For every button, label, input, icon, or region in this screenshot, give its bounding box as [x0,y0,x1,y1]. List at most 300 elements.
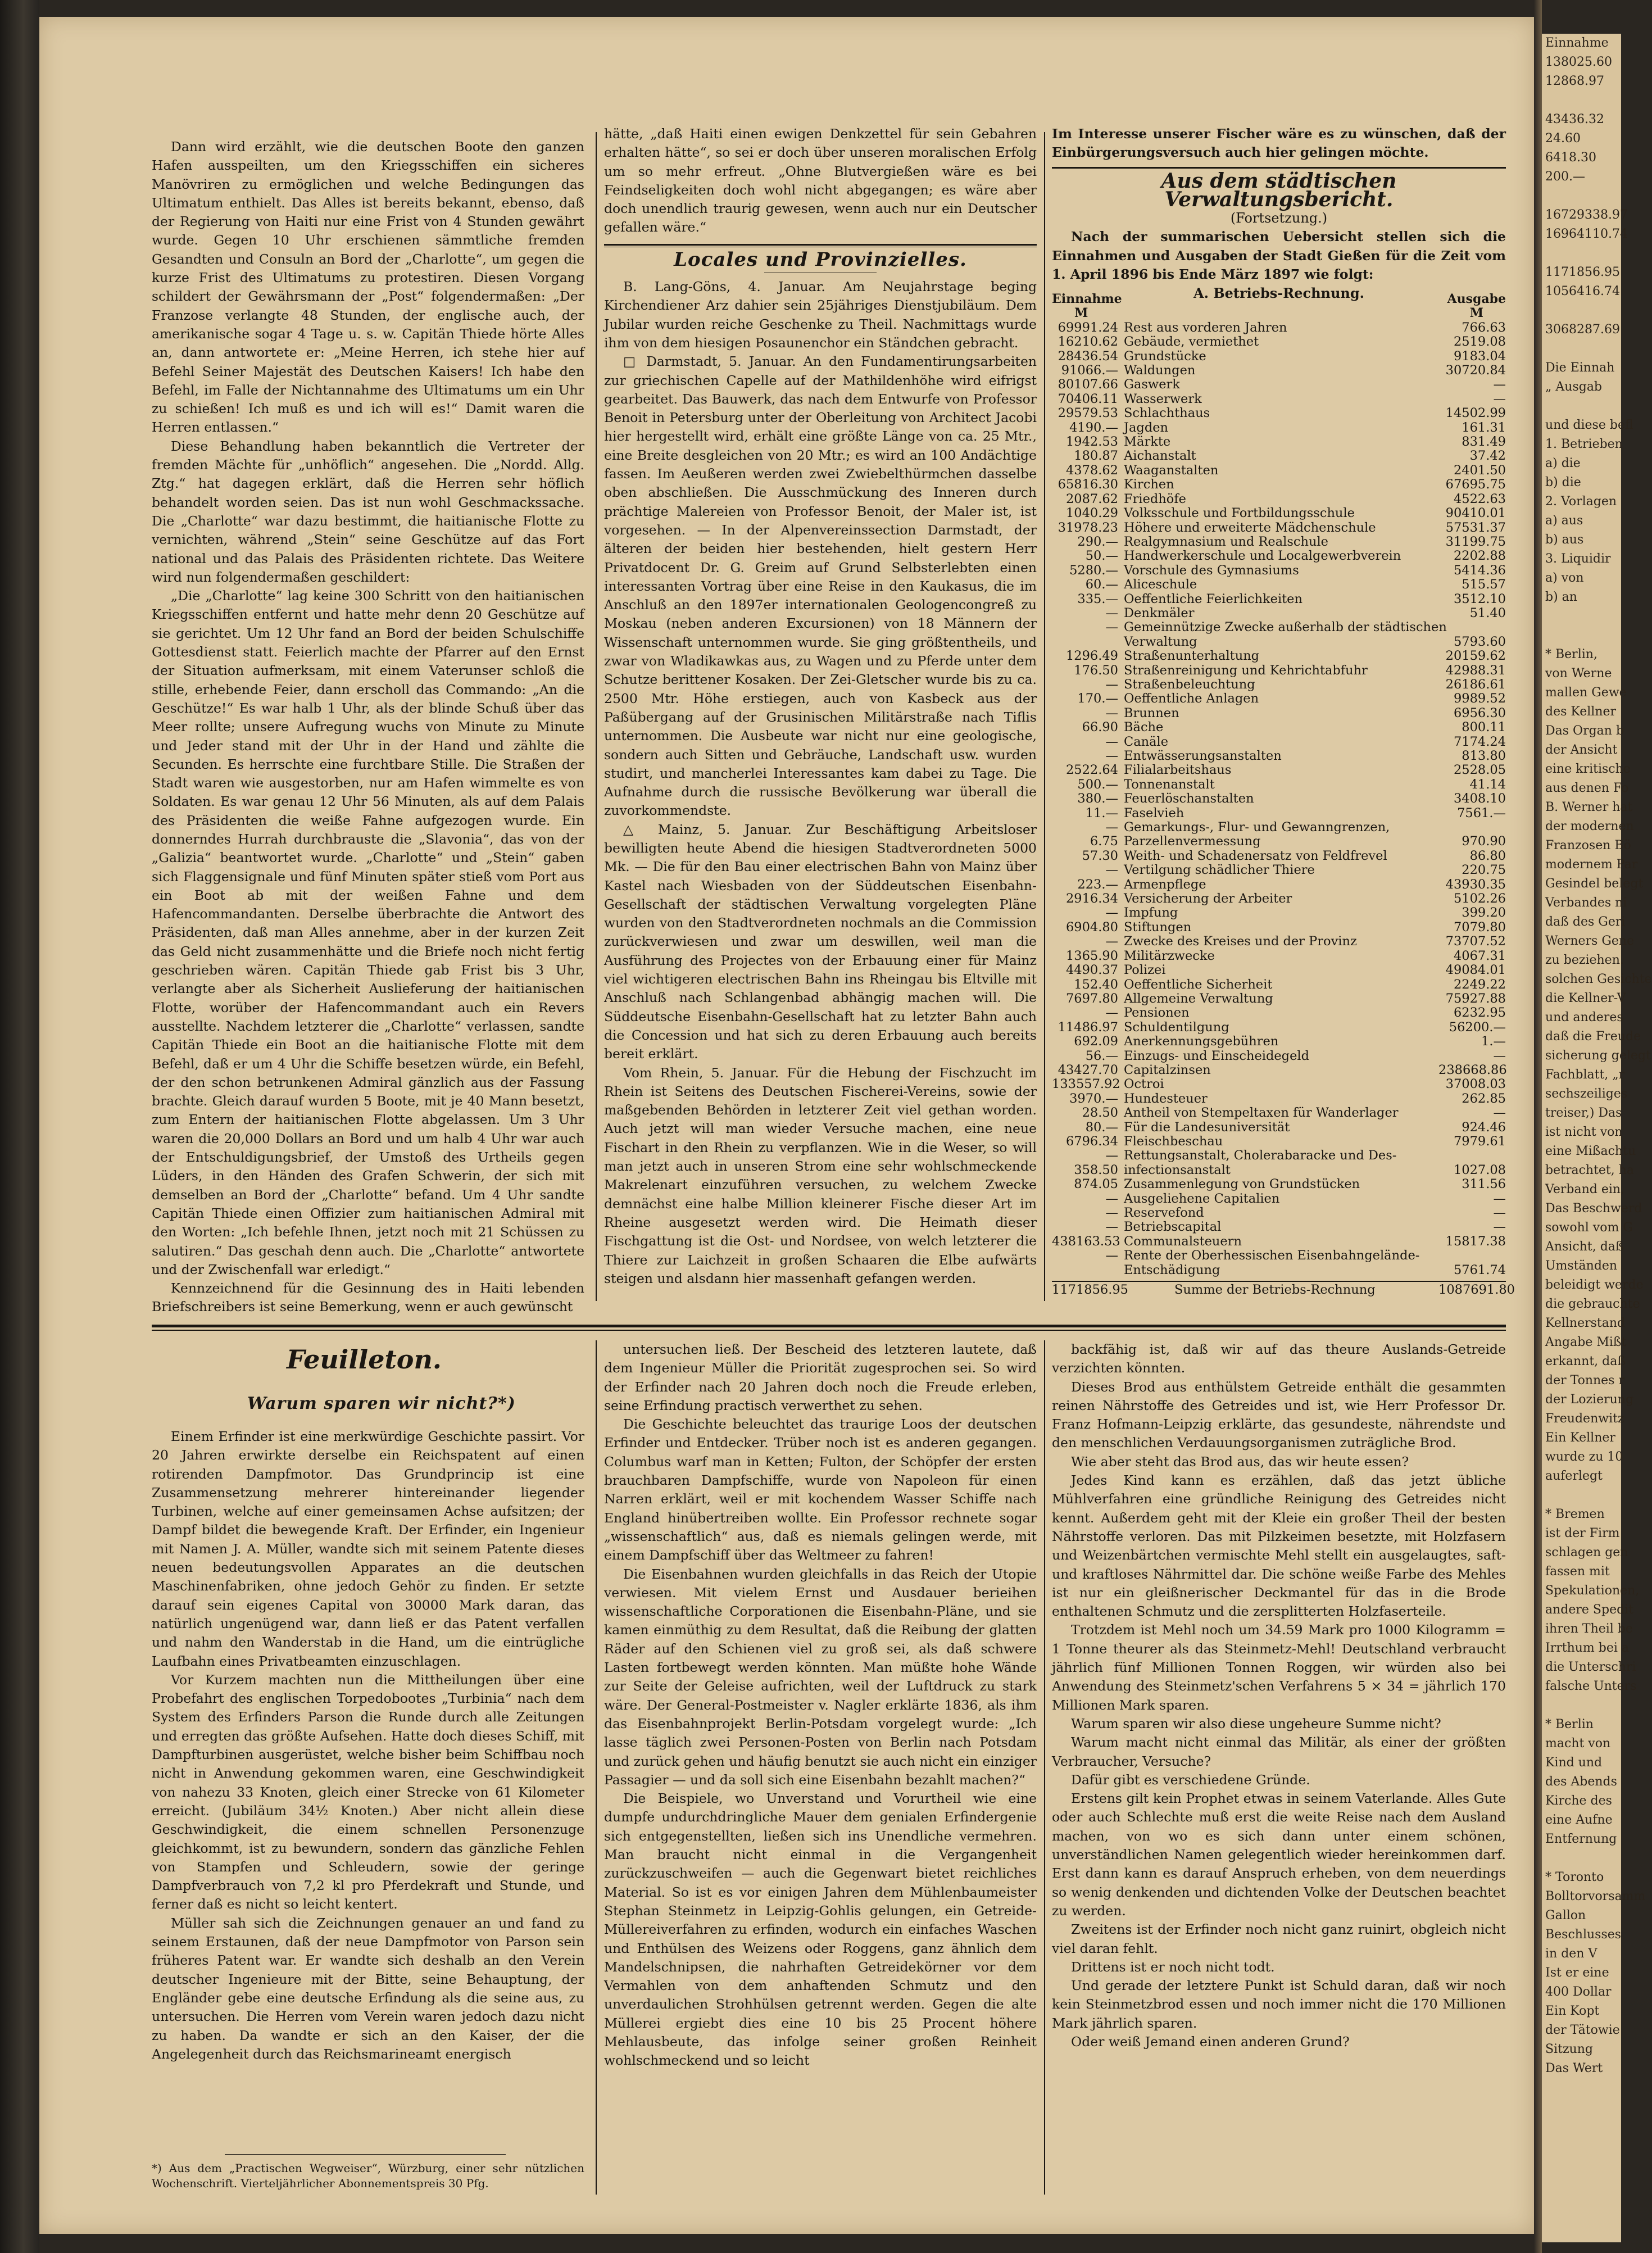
news-item: □ Darmstadt, 5. Januar. An den Fundamentirungsarbeiten zur griechischen Capelle auf der Mathildenhöhe wird eifrigst gearbeitet. Das Bauwerk, das nach dem Entwurfe von Professor Benoit in Petersburg unter der Oberleitung von Architect Jacobi hier hergestellt wird, erhält eine größte Länge von ca. 25 Mtr., eine Breite desgleichen von 20 Mtr.; es wird an 100 Andächtige fassen. Im Aeußeren werden zwei Zwiebelthürmchen dasselbe oben abschließen. Die Ausschmückung des Inneren durch prächtige Malereien von Professor Benoit, der Maler ist, ist vorgesehen. — In der Alpenvereinssection Darmstadt, der älteren der beiden hier bestehenden, hielt gestern Herr Privatdocent Dr. G. Greim auf Grund Selbsterlebten einen interessanten Vortrag über eine Reise in den Kaukasus, die im Anschluß an den 1897er internationalen Geologencongreß zu Moskau (neben anderen Excursionen) von 18 Männern der Wissenschaft unternommen wurde. Sie ging größtentheils, und zwar von Wladikawkas aus, zu Wagen und zu Pferde unter dem Schutze berittener Kosaken. Der Zei-Gletscher wurde bis zu ca. 2500 Mtr. Höhe erstiegen, auch von Kasbeck aus der Paßübergang auf der Grusinischen Militärstraße nach Tiflis unternommen. Die Ausbeute war nicht nur eine geologische, sondern auch Sitten und Gebräuche, Landschaft usw. wurden studirt, und mancherlei Interessantes kam dabei zu Tage. Die Aufnahme durch die russische Bevölkerung war überall die zuvorkommendste. [604,353,1037,819]
row-ausgabe: 2202.88 [1453,548,1506,564]
row-label: Rettungsanstalt, Cholerabaracke und Des- [1124,1148,1397,1163]
next-page-fragment: Irrthum bei a [1545,1641,1630,1655]
paragraph: Dann wird erzählt, wie die deutschen Boote den ganzen Hafen ausspeilten, um den Kriegsschiffen ein sicheres Manövriren zu ermöglichen und welche Bedingungen das Ultimatum enthielt. Das Alles ist bereits bekannt, ebenso, daß der Regierung von Haiti nur eine Frist von 4 Stunden gewährt wurde. Gegen 10 Uhr erschienen sämmtliche fremden Gesandten und Consuln an Bord der „Charlotte“, um gegen die kurze Frist des Ultimatums zu protestiren. Diesen Vorgang schildert der Gewährsmann der „Post“ folgendermaßen: „Der Franzose verlangte 48 Stunden, der englische auch, der amerikanische sogar 4 Tage u. s. w. Capitän Thiede hörte Alles an, dann antwortete er: „Meine Herren, ich stehe hier auf Befehl Seiner Majestät des Deutschen Kaisers! Ich habe den Befehl, im Falle der Nichtannahme des Ultimatums um ein Uhr zu schießen! Ich muß es und ich will es!“ Damit waren die Herren entlassen.“ [152,139,584,436]
row-einnahme: — [1105,620,1118,635]
column-rule [1044,132,1045,1301]
finance-row [1052,620,1506,634]
next-page-fragment: des Abends [1545,1775,1617,1789]
row-label: infectionsanstalt [1124,1162,1231,1177]
row-einnahme: 133557.92 [1052,1077,1120,1092]
row-einnahme: 4490.37 [1065,963,1118,978]
next-page-fragment: 16729338.97 [1545,208,1628,222]
paragraph: Die Beispiele, wo Unverstand und Vorurtheil wie eine dumpfe undurchdringliche Mauer dem genialen Erfindergenie sich entgegenstellten, ließen sich ins Unendliche vermehren. Man braucht nicht einmal in die Vergangenheit zurückzuschweifen — auch die Gegenwart bietet reichliches Material. So ist es vor einigen Jahren dem Mühlenbaumeister Stephan Steinmetz in Leipzig-Gohlis gelungen, ein Getreide-Müllereiverfahren zu erfinden, wodurch ein einfaches Waschen und Enthülsen des Weizens oder Roggens, ganz ähnlich dem Mandelschnipsen, die nahrhaften Getreidekörner vor dem Vermahlen von dem anhaftenden Schmutz und den unverdaulichen Strohhülsen getrennt werden. Gegen die alte Müllerei ergiebt dies eine 10 bis 25 Procent höhere Mehlausbeute, das infolge seiner großen Reinheit wohlschmeckend und so leicht [604,1790,1037,2069]
row-ausgabe: 7174.24 [1453,734,1506,749]
next-page-fragment: eine Mißachtu [1545,1144,1636,1158]
row-einnahme: 152.40 [1074,977,1118,992]
finance-row [1052,992,1506,1006]
paragraph: Die Eisenbahnen wurden gleichfalls in das Reich der Utopie verwiesen. Mit vielem Ernst und Ausdauer berieihen wissenschaftliche Corporationen die Eisenbahn-Pläne, und sie kamen einmüthig zu dem Resultat, daß die Reibung der glatten Räder auf den Schienen viel zu groß sei, als daß schwere Lasten fortbewegt werden könnten. Man müßte hohe Wände zur Seite der Geleise aufrichten, weil der Luftdruck zu stark wäre. Der General-Postmeister v. Nagler erklärte 1836, als ihm das Eisenbahnprojekt Berlin-Potsdam vorgelegt wurde: „Ich lasse täglich zwei Personen-Posten von Berlin nach Potsdam und zurück gehen und häufig benutzt sie auch nicht ein einziger Passagier — und da soll sich eine Eisenbahn bezahlt machen?“ [604,1566,1037,1788]
row-ausgabe: 15817.38 [1445,1234,1506,1249]
haiti-conclusion: hätte, „daß Haiti einen ewigen Denkzettel für sein Gebahren erhalten hätte“, so sei er doch über unseren moralischen Erfolg um so mehr erfreut. „Ohne Blutvergießen wäre es bei Feindseligkeiten doch wohl nicht abgegangen; es wäre aber doch unendlich traurig gewesen, wenn auch nur ein Deutscher gefallen wäre.“ [604,126,1037,235]
row-ausgabe: 90410.01 [1445,506,1506,521]
row-ausgabe: 41.14 [1469,777,1506,792]
finance-row [1052,378,1506,392]
next-page-fragment: 6418.30 [1545,151,1596,165]
article-haiti-continued [152,138,584,1315]
row-einnahme: 1040.29 [1065,506,1118,521]
row-label: Militärzwecke [1124,948,1215,963]
next-page-fragment [1542,187,1621,206]
next-page-fragment: 3. Liquidir [1545,552,1611,566]
next-page-fragment: 1056416.74 [1545,284,1620,298]
row-ausgabe: 3512.10 [1453,591,1506,606]
finance-row [1052,1192,1506,1206]
next-page-fragment: 2. Vorlagen [1545,495,1617,509]
next-page-fragment: des Kellner [1545,705,1617,719]
row-ausgabe: 1.— [1481,1034,1506,1049]
row-label: Zusammenlegung von Grundstücken [1124,1177,1360,1192]
next-page-fragment: Beschlusses [1545,1928,1622,1942]
row-label: Waaganstalten [1124,463,1219,478]
next-page-fragment [1542,244,1621,263]
feuilleton-title: Feuilleton. [287,1344,442,1375]
row-ausgabe: 86.80 [1469,848,1506,863]
feuilleton-footnote: *) Aus dem „Practischen Wegweiser“, Würzburg, einer sehr nützlichen Wochenschrift. Vierteljährlicher Abonnementspreis 30 Pfg. [152,2161,584,2190]
next-page-fragment: der modernen [1545,819,1634,833]
column-rule [596,1340,597,2195]
next-page-fragment: die Kellner-V [1545,991,1626,1005]
row-ausgabe: — [1493,377,1506,392]
next-page-fragment: der Tätowie [1545,2023,1620,2037]
next-page-fragment: 43436.32 [1545,112,1604,126]
next-page-fragment: 400 Dollar [1545,1985,1612,1999]
next-page-fragment: Einnahme [1545,36,1609,50]
row-einnahme: 28.50 [1082,1105,1118,1121]
next-page-fragment: von Werne [1545,667,1612,681]
row-label: Gemeinnützige Zwecke außerhalb der städtischen [1124,620,1447,635]
row-label: Capitalzinsen [1124,1062,1211,1077]
section-heading-verwaltung: Aus dem städtischen Verwaltungsbericht. [1161,169,1397,211]
paragraph: Warum sparen wir also diese ungeheure Summe nicht? [1071,1715,1441,1731]
row-label: Communalsteuern [1124,1234,1242,1249]
next-page-fragment: 12868.97 [1545,74,1604,88]
row-label: Betriebscapital [1124,1220,1222,1235]
section-rule [604,244,1037,246]
row-label: Märkte [1124,434,1171,450]
finance-row [1052,1006,1506,1020]
next-page-fragment: erkannt, daß [1545,1354,1626,1368]
row-label: Gaswerk [1124,377,1180,392]
row-einnahme: 69991.24 [1058,320,1118,335]
next-page-fragment: a) aus [1545,514,1583,528]
row-ausgabe: 311.56 [1462,1177,1506,1192]
row-einnahme: 6796.34 [1065,1134,1118,1149]
row-einnahme: 1942.53 [1065,434,1118,450]
finance-row [1052,778,1506,792]
row-einnahme: 91066.— [1061,363,1118,378]
row-einnahme: 56.— [1085,1048,1118,1063]
unit-einnahme: M [1074,306,1088,321]
next-page-fragment: * Berlin, [1545,647,1597,661]
news-item: B. Lang-Göns, 4. Januar. Am Neujahrstage beging Kirchendiener Arz dahier sein 25jähriges Dienstjubiläum. Dem Jubilar wurden reiche Geschenke zu Theil. Nachmittags wurde ihm von dem hiesigen Posaunenchor ein Ständchen gebracht. [604,279,1037,351]
paragraph: Zweitens ist der Erfinder noch nicht ganz ruinirt, obgleich nicht viel daran fehlt. [1052,1921,1506,1956]
next-page-fragment: aus denen Fo [1545,781,1629,795]
row-ausgabe: 924.46 [1462,1119,1506,1135]
finance-row [1052,1077,1506,1091]
row-ausgabe: 73707.52 [1445,934,1506,949]
row-einnahme: 80107.66 [1058,377,1118,392]
row-einnahme: — [1105,863,1118,878]
next-page-fragment: ist nicht von [1545,1125,1623,1139]
article-locales [604,125,1037,1313]
finance-row [1052,792,1506,806]
row-einnahme: 80.— [1085,1119,1118,1135]
row-label: Canäle [1124,734,1169,749]
row-label: Octroi [1124,1077,1164,1092]
news-item: △ Mainz, 5. Januar. Zur Beschäftigung Arbeitsloser bewilligten heute Abend die hiesigen Stadtverordneten 5000 Mk. — Die für den Bau einer electrischen Bahn von Mainz über Kastel nach Wiesbaden von der Süddeutschen Eisenbahn-Gesellschaft der städtischen Verwaltung vorgelegten Pläne wurden von den Stadtverordneten nochmals an die Commission zurückverwiesen und zwar um deswillen, weil man die Ausführung des Projectes von der Erbauung einer für Mainz viel wichtigeren electrischen Bahn ins Rheingau bis Eltville mit Anschluß nach Schlangenbad abhängig machen will. Die Süddeutsche Eisenbahn-Gesellschaft hat zu letzter Bahn auch die Concession und hat sich zu deren Erbauung auch bereits bereit erklärt. [604,821,1037,1062]
feuilleton-subtitle: Warum sparen wir nicht?*) [247,1394,516,1413]
next-page-fragment: Das Beschwerd [1545,1202,1642,1216]
next-page-fragment: sechszeiliges [1545,1087,1628,1101]
row-ausgabe: 2528.05 [1453,763,1506,778]
finance-row [1052,921,1506,935]
row-ausgabe: — [1493,1048,1506,1063]
row-label: Denkmäler [1124,605,1195,620]
row-label: Feuerlöschanstalten [1124,791,1254,806]
row-label: Polizei [1124,963,1166,978]
finance-row [1052,735,1506,749]
section-heading-locales: Locales und Provinzielles. [674,248,967,271]
row-ausgabe [1438,820,1506,835]
row-einnahme: 7697.80 [1065,991,1118,1006]
row-ausgabe: 813.80 [1462,749,1506,763]
feuilleton-rule [152,1325,1506,1327]
paragraph: „Die „Charlotte“ lag keine 300 Schritt von den haitianischen Kriegsschiffen entfernt und hatte mehr denn 20 Geschütze auf sie gerichtet. Um 12 Uhr fand an Bord der beiden Schulschiffe Gottesdienst statt. Feierlich machte der Pfarrer auf den Ernst der Situation aufmerksam, mit einem Vaterunser schloß die stille, erhebende Feier, dann erscholl das Commando: „An die Geschütze!“ Es war halb 1 Uhr, als der blinde Schuß über das Meer rollte; unsere Aufregung wuchs von Minute zu Minute und Jeder stand mit der Uhr in der Hand und zählte die Secunden. Es herrschte eine furchtbare Stille. Die Straßen der Stadt waren wie ausgestorben, nur am Hafen wimmelte es von Soldaten. Es war genau 12 Uhr 56 Minuten, als auf dem Palais des Präsidenten die weiße Fahne aufgezogen wurde. Ein donnerndes Hurrah durchbrauste die „Slavonia“, das von der „Galizia“ beantwortet wurde. „Charlotte“ und „Stein“ gaben sich Flaggensignale und fünf Minuten später stieß vom Port aus ein Boot ab mit der weißen Fahne und dem Hafencommandanten. Derselbe überbrachte die Antwort des Präsidenten, daß man Alles annehme, aber in der kurzen Zeit das Geld nicht zusammenhätte und die Briefe noch nicht fertig geschrieben wären. Capitän Thiede gab Frist bis 3 Uhr, verlangte aber als Sicherheit Auslieferung der haitianischen Flotte, worüber der Hafencommandant auch ein Revers ausstellte. Nachdem letzterer die „Charlotte“ verlassen, sandte Capitän Thiede ein Boot an die haitianische Flotte mit dem Befehl, daß er um 4 Uhr die Schiffe besetzen würde, ein Befehl, der den schon betrunkenen Admiral gänzlich aus der Fassung brachte. Gleich darauf wurden 5 Boote, mit je 40 Mann besetzt, zum Entern der haitianischen Flotte abgelassen. Um 3 Uhr waren die 20,000 Dollars an Bord und um halb 4 Uhr war auch der Entschuldigungsbrief, der Umstoß des Urtheils gegen Lüders, in den Händen des Grafen Schwerin, der sich mit demselben an Bord der „Charlotte“ befand. Um 4 Uhr sandte Capitän Thiede einen Offizier zum haitianischen Admiral mit den Worten: „Ich befehle Ihnen, jetzt noch mit 21 Schüssen zu salutiren.“ Das geschah denn auch. Die „Charlotte“ antwortete und der Zwischenfall war erledigt.“ [152,588,584,1277]
finance-row [1052,692,1506,706]
row-einnahme: 874.05 [1074,1177,1118,1192]
next-page-fragment: Das Organ b [1545,724,1624,738]
feuilleton-col-2 [604,1340,1037,2197]
paragraph: Erstens gilt kein Prophet etwas in seinem Vaterlande. Alles Gute oder auch Schlechte muß erst die weite Reise nach dem Ausland machen, von wo es sich dann unter einem schönen, unverständlichen Namen gelegentlich wieder hereinkommen darf. Erst dann kann es darauf Anspruch erheben, von dem neuerdings so wenig denkenden und dichtenden Volke der Deutschen beachtet zu werden. [1052,1790,1506,1919]
finance-row [1052,350,1506,364]
finance-row [1052,835,1506,849]
row-label: Reservefond [1124,1205,1204,1220]
finance-table [1052,292,1515,1298]
next-page-fragment [1542,1696,1621,1715]
row-einnahme: 223.— [1077,877,1118,892]
row-ausgabe: 75927.88 [1445,991,1506,1006]
finance-row [1052,678,1506,692]
paragraph: Drittens ist er noch nicht todt. [1071,1959,1275,1975]
finance-row [1052,592,1506,606]
next-page-fragment [1542,339,1621,359]
row-label: Straßenreinigung und Kehrichtabfuhr [1124,663,1368,678]
row-ausgabe: 262.85 [1462,1091,1506,1106]
finance-row [1052,421,1506,435]
feuilleton-col-1 [152,1427,584,2152]
row-ausgabe: 30720.84 [1445,363,1506,378]
finance-row [1052,1049,1506,1063]
finance-row [1052,1220,1506,1234]
row-label: Ausgeliehene Capitalien [1124,1191,1280,1206]
row-ausgabe: 37008.03 [1445,1077,1506,1092]
row-einnahme: 438163.53 [1052,1234,1120,1249]
finance-row [1052,1121,1506,1135]
row-einnahme: 57.30 [1082,848,1118,863]
next-page-fragment: B. Werner hat [1545,800,1633,814]
feuilleton-rule-thin [152,1330,1506,1331]
row-ausgabe: 766.63 [1462,320,1506,335]
next-page-fragment: beleidigt werde [1545,1278,1644,1292]
row-einnahme: 5280.— [1069,563,1118,578]
next-page-fragment: * Berlin [1545,1717,1594,1731]
row-ausgabe: 6956.30 [1453,705,1506,720]
next-page-fragment: sicherung gelegt [1545,1049,1651,1063]
row-einnahme: — [1105,1005,1118,1021]
finance-row [1052,935,1506,949]
finance-row [1052,906,1506,920]
paragraph: Vor Kurzem machten nun die Mittheilungen über eine Probefahrt des englischen Torpedobootes „Turbinia“ nach dem System des Erfinders Parson die Runde durch alle Zeitungen und erregten das größte Aufsehen. Hatte doch dieses Schiff, mit Dampfturbinen ausgerüstet, welche bisher beim Schiffbau noch nicht in Anwendung gekommen waren, eine Geschwindigkeit von nahezu 33 Knoten, gleich einer Strecke von 61 Kilometer erreicht. (Jubiläum 34½ Knoten.) Aber nicht allein diese Geschwindigkeit, die einem schnellen Personenzuge gleichkommt, ist zu bewundern, sondern das gänzliche Fehlen von Stampfen und Schleudern, sowie der geringe Dampfverbrauch von 7,2 kl pro Pferdekraft und Stunde, und ferner daß es nicht so leicht kentert. [152,1671,584,1912]
row-ausgabe: 3408.10 [1453,791,1506,806]
next-page-fragment: Kirche des [1545,1794,1612,1808]
next-page-fragment: modernem Par [1545,858,1638,872]
row-label: Pensionen [1124,1005,1190,1021]
row-label: Weith- und Schadenersatz von Feldfrevel [1124,848,1387,863]
row-ausgabe: 42988.31 [1445,663,1506,678]
finance-row [1052,535,1506,549]
page-gutter [1534,0,1542,2253]
next-page-fragment: * Toronto [1545,1870,1604,1884]
finance-row [1052,1092,1506,1106]
next-page-fragment: 24.60 [1545,132,1581,146]
row-ausgabe: 7979.61 [1453,1134,1506,1149]
finance-row [1052,806,1506,820]
next-page-fragment: Gesindel belegt [1545,877,1644,891]
paragraph: Trotzdem ist Mehl noch um 34.59 Mark pro 1000 Kilogramm = 1 Tonne theurer als das Steinmetz-Mehl! Deutschland verbraucht jährlich fünf Millionen Tonnen Roggen, wir würden also bei Anwendung des Steinmetz'schen Verfahrens 5 × 34 = jährlich 170 Millionen Mark sparen. [1052,1622,1506,1713]
next-page-fragment [1542,626,1621,645]
row-einnahme: 1296.49 [1065,649,1118,664]
finance-row [1052,664,1506,678]
finance-row [1052,478,1506,492]
total-ausgabe: 1087691.80 [1438,1282,1515,1298]
row-einnahme: 1365.90 [1065,948,1118,963]
row-label: Vorschule des Gymnasiums [1124,563,1299,578]
row-ausgabe: 31199.75 [1445,534,1506,549]
next-page-fragment: mallen Gewe [1545,686,1627,700]
row-label: Allgemeine Verwaltung [1124,991,1273,1006]
next-page-fragment: Kind und [1545,1756,1603,1770]
paragraph: Oder weiß Jemand einen anderen Grund? [1071,2033,1350,2050]
next-page-fragment: der Tonnes r [1545,1373,1624,1388]
finance-row [1052,878,1506,892]
row-label: Impfung [1124,905,1178,921]
paragraph: Warum macht nicht einmal das Militär, als einer der größten Verbraucher, Versuche? [1052,1734,1506,1769]
row-ausgabe: 2401.50 [1453,463,1506,478]
finance-row [1052,635,1506,649]
row-einnahme: 176.50 [1074,663,1118,678]
row-einnahme: 16210.62 [1058,334,1118,350]
next-page-fragment: daß die Freude [1545,1030,1641,1044]
finance-row [1052,706,1506,720]
finance-row [1052,1063,1506,1077]
col-ausgabe: Ausgabe [1447,292,1506,306]
row-ausgabe: 4067.31 [1453,948,1506,963]
next-page-fragment: Ist er eine [1545,1966,1609,1980]
next-page-fragment [1542,1486,1621,1505]
row-label: Verwaltung [1124,634,1197,649]
total-label: Summe der Betriebs-Rechnung [1174,1282,1376,1298]
next-page-fragment: ist der Firm [1545,1526,1620,1540]
row-ausgabe: — [1493,1205,1506,1220]
next-page-fragment: Werners Gene [1545,934,1635,948]
row-ausgabe: 800.11 [1462,720,1506,735]
next-page-fragment: eine Aufne [1545,1813,1613,1827]
row-ausgabe: 14502.99 [1445,406,1506,421]
column-rule [1044,1340,1045,2195]
finance-row [1052,1177,1506,1191]
paragraph: Wie aber steht das Brod aus, das wir heute essen? [1071,1453,1409,1470]
row-label: Schlachthaus [1124,406,1210,421]
row-label: Waldungen [1124,363,1196,378]
row-label: Rente der Oberhessischen Eisenbahngelände- [1124,1248,1420,1263]
next-page-fragment: macht von [1545,1737,1611,1751]
row-einnahme: 6.75 [1090,834,1118,849]
row-label: Faselvieh [1124,805,1184,820]
next-page-fragment: andere Spedit [1545,1603,1634,1617]
row-label: Entschädigung [1124,1262,1220,1277]
row-einnahme [1052,1263,1124,1277]
finance-row [1052,364,1506,378]
next-page-fragment: der Lozierung [1545,1393,1634,1407]
row-ausgabe: 1027.08 [1453,1162,1506,1177]
finance-row [1052,321,1506,335]
next-page-fragment: Ein Kellner [1545,1431,1615,1445]
row-ausgabe: 20159.62 [1445,649,1506,664]
row-einnahme: 2522.64 [1065,763,1118,778]
row-label: Stiftungen [1124,919,1192,935]
row-einnahme: 66.90 [1082,720,1118,735]
next-page-fragment: falsche Unters [1545,1679,1637,1693]
finance-row [1052,1149,1506,1163]
finance-table-header [1052,292,1506,306]
fisher-note: Im Interesse unserer Fischer wäre es zu wünschen, daß der Einbürgerungsversuch auch hier gelingen möchte. [1052,126,1506,161]
paragraph: Jedes Kind kann es erzählen, daß das jetzt übliche Mühlverfahren eine gründliche Reinigung des Getreides nicht kennt. Außerdem geht mit der Kleie ein großer Theil der besten Nährstoffe verloren. Das mit Pilzkeimen besetzte, mit Holzfasern und Weizenbärtchen vermischte Mehl stellt ein ausgelaugtes, saft- und kraftloses Nährmittel dar. Die schöne weiße Farbe des Mehles ist nur ein gleißnerischer Deckmantel für das in die Brode enthaltenen Schmutz und die zersplitterten Holzfaserteile. [1052,1472,1506,1620]
row-ausgabe [1438,1249,1506,1263]
row-label: Antheil von Stempeltaxen für Wanderlager [1124,1105,1399,1121]
row-label: Schuldentilgung [1124,1019,1229,1035]
row-label: Hundesteuer [1124,1091,1208,1106]
row-ausgabe: 26186.61 [1445,677,1506,692]
row-ausgabe: — [1493,391,1506,406]
finance-row [1052,449,1506,463]
finance-row [1052,435,1506,449]
next-page-fragment: Ansicht, daß [1545,1240,1624,1254]
next-page-fragment: auferlegt [1545,1469,1603,1483]
row-ausgabe: 5761.74 [1453,1262,1506,1277]
finance-row [1052,1206,1506,1220]
paragraph: Dieses Brod aus enthülstem Getreide enthält die gesammten reinen Nährstoffe des Getreides und ist, wie Herr Professor Dr. Franz Hofmann-Leipzig erklärte, das gesundeste, nährendste und den menschlichen Verdauungsorganismen zuträgliche Brod. [1052,1379,1506,1451]
finance-unit-row [1052,306,1506,320]
next-page-fragment: treiser,) Das [1545,1106,1622,1120]
row-label: Jagden [1124,420,1169,435]
row-einnahme: — [1105,905,1118,921]
row-einnahme: 43427.70 [1058,1062,1118,1077]
next-page-fragment: 1. Betrieben [1545,437,1623,451]
next-page-fragment: Das Wert [1545,2061,1603,2075]
finance-row [1052,1106,1506,1120]
next-page-fragment: die Unterschri [1545,1660,1636,1674]
next-page-fragment: fassen mit [1545,1565,1610,1579]
row-label: Kirchen [1124,477,1174,492]
next-page-fragment: Kellnerstand [1545,1316,1626,1330]
finance-row [1052,863,1506,877]
row-ausgabe: 831.49 [1462,434,1506,450]
row-einnahme: — [1105,734,1118,749]
finance-row [1052,720,1506,735]
row-label: Aichanstalt [1124,448,1196,464]
row-einnahme: — [1105,934,1118,949]
row-ausgabe: 2249.22 [1453,977,1506,992]
row-einnahme: 50.— [1085,548,1118,564]
row-ausgabe [1447,620,1514,634]
paragraph: Kennzeichnend für die Gesinnung des in Haiti lebenden Briefschreibers ist seine Bemerkung, wenn er auch gewünscht [152,1280,584,1315]
next-page-fragment: Bolltorvorsamm [1545,1889,1646,1903]
finance-row [1052,849,1506,863]
next-page-fragment: Angabe Mißt [1545,1335,1627,1349]
book-binding [0,0,39,2253]
next-page-fragment: Verbandes ni [1545,896,1627,910]
finance-row [1052,749,1506,763]
row-ausgabe: 49084.01 [1445,963,1506,978]
row-label: Grundstücke [1124,348,1206,364]
row-ausgabe [1438,1149,1506,1163]
next-page-fragment: 3068287.69 [1545,323,1620,337]
finance-row [1052,335,1506,349]
footnote-rule [225,2154,506,2155]
next-page-fragment: a) die [1545,456,1581,470]
row-ausgabe: 9989.52 [1453,691,1506,706]
next-page-fragment: Franzosen Bö [1545,838,1631,853]
section-title-betriebs: A. Betriebs-Rechnung. [1193,285,1365,302]
next-page-fragment: daß des Geri [1545,915,1626,929]
row-einnahme: 180.87 [1074,448,1118,464]
paragraph: backfähig ist, daß wir auf das theure Auslands-Getreide verzichten könnten. [1052,1341,1506,1376]
finance-row [1052,392,1506,406]
next-page-fragment: ihren Theil be [1545,1622,1633,1636]
finance-total-row [1052,1281,1515,1298]
next-page-fragment: 16964110.74 [1545,227,1628,241]
row-einnahme: 2087.62 [1065,491,1118,506]
row-ausgabe: 56200.— [1449,1019,1506,1035]
next-page-fragment: Umständen [1545,1259,1618,1273]
row-label: Armenpflege [1124,877,1206,892]
row-ausgabe: 7561.— [1457,805,1506,820]
finance-row [1052,492,1506,506]
row-einnahme: 29579.53 [1058,406,1118,421]
next-page-strip [1542,34,1652,2242]
finance-row [1052,506,1506,520]
row-einnahme: — [1105,1205,1118,1220]
row-label: Vertilgung schädlicher Thiere [1124,863,1315,878]
finance-row [1052,406,1506,420]
row-label: Einzugs- und Einscheidegeld [1124,1048,1309,1063]
row-label: Anerkennungsgebühren [1124,1034,1279,1049]
row-ausgabe: 399.20 [1462,905,1506,921]
next-page-fragment: Verband ein, [1545,1182,1625,1196]
row-einnahme: 3970.— [1069,1091,1118,1106]
row-einnahme: — [1105,820,1118,835]
row-einnahme: 4378.62 [1065,463,1118,478]
row-ausgabe: 57531.37 [1445,520,1506,535]
